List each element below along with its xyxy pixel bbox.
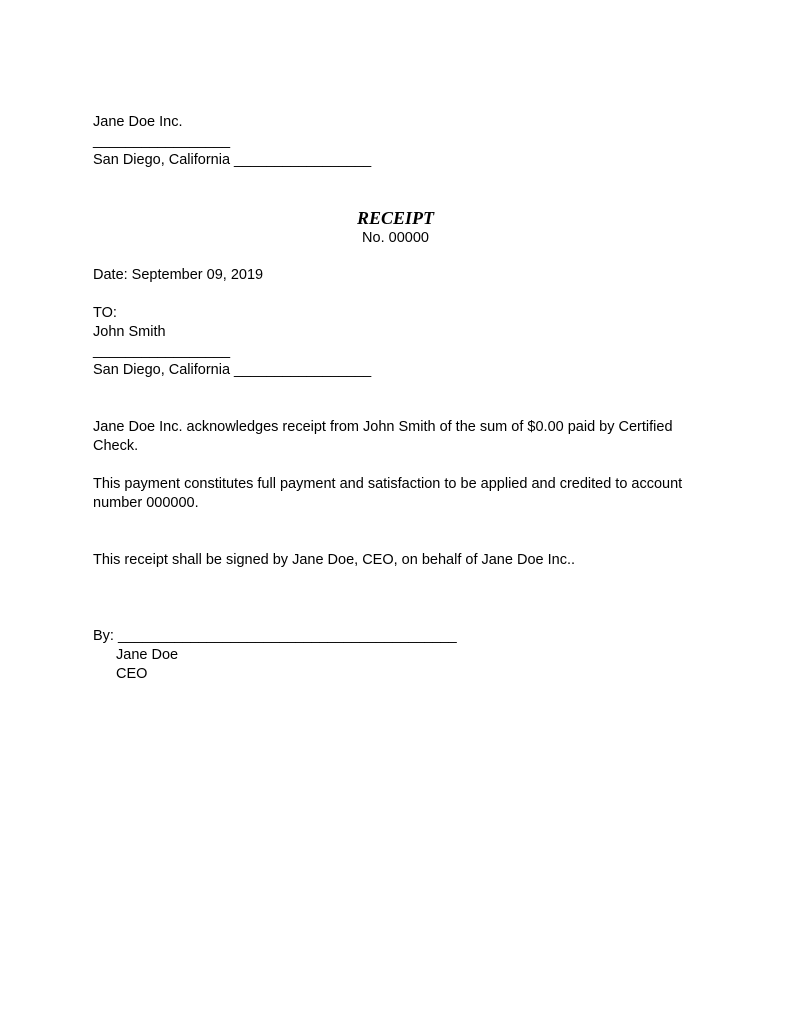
signer-name: Jane Doe <box>116 647 179 663</box>
signature-by-line: By: __________________________________________ <box>93 628 457 644</box>
receipt-number: No. 00000 <box>362 230 429 246</box>
sender-company: Jane Doe Inc. <box>93 114 183 130</box>
date-line: Date: September 09, 2019 <box>93 267 264 283</box>
recipient-city-line: San Diego, California _________________ <box>93 362 372 378</box>
recipient-address-blank: _________________ <box>93 343 231 359</box>
body-paragraph-signing: This receipt shall be signed by Jane Doe, CEO, on behalf of Jane Doe Inc.. <box>93 552 575 568</box>
receipt-title: RECEIPT <box>356 208 435 228</box>
signer-title: CEO <box>116 666 148 682</box>
body-paragraph-acknowledgement: Jane Doe Inc. acknowledges receipt from John Smith of the sum of $0.00 paid by Certified Check. <box>93 419 673 454</box>
body-paragraph-payment: This payment constitutes full payment and satisfaction to be applied and credited to account number 000000. <box>93 476 683 511</box>
sender-city-line: San Diego, California _________________ <box>93 152 372 168</box>
sender-address-blank: _________________ <box>93 133 231 149</box>
recipient-name: John Smith <box>93 324 166 340</box>
to-label: TO: <box>93 305 117 321</box>
